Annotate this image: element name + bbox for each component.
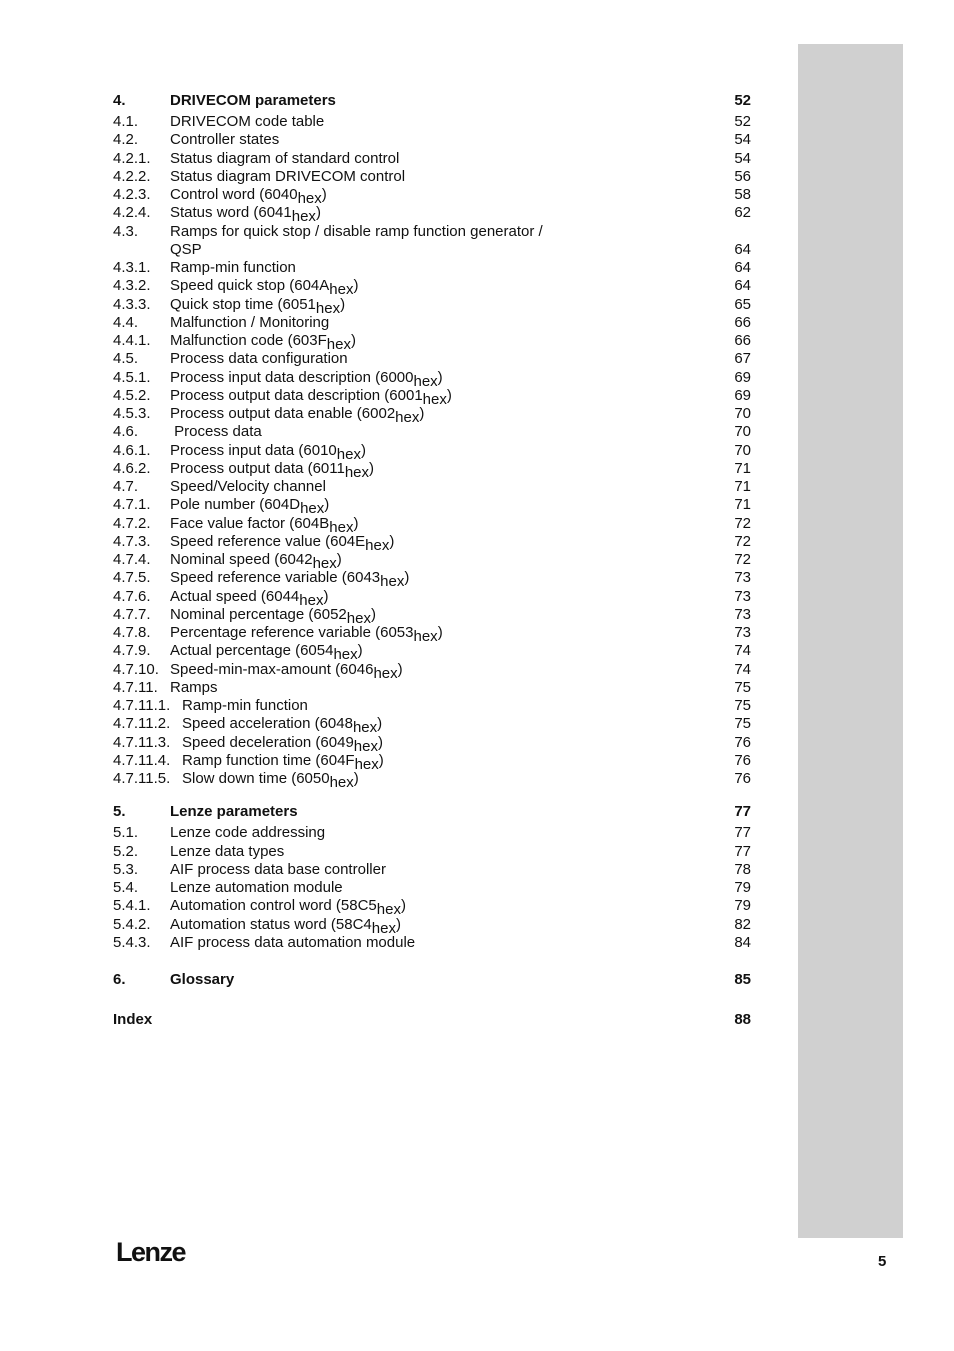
toc-entry-page: 58 (734, 186, 751, 203)
toc-entry[interactable] (113, 423, 751, 441)
toc-entry[interactable] (113, 551, 751, 572)
toc-entry-page: 69 (734, 368, 751, 386)
toc-entry-number: 4.7.11. (113, 678, 158, 696)
toc-entry[interactable] (113, 879, 751, 897)
toc-entry-title (170, 478, 711, 496)
toc-entry[interactable] (113, 751, 751, 773)
toc-entry-title-tail: ) (353, 770, 359, 787)
toc-entry-title-tail: ) (350, 332, 356, 349)
side-tab-bar (798, 44, 903, 1238)
toc-entry[interactable] (113, 113, 751, 131)
toc-entry-title (170, 551, 711, 572)
toc-entry-hex-subscript: hex (291, 208, 316, 226)
toc-entry-title-text: DRIVECOM code table (170, 113, 325, 130)
toc-entry[interactable] (113, 861, 751, 879)
toc-entry[interactable] (113, 697, 751, 715)
toc-entry[interactable] (113, 532, 751, 554)
toc-entry-title-text: QSP (170, 240, 202, 258)
toc-entry-title (170, 350, 711, 368)
toc-entry-number: 4.7.9. (113, 642, 151, 660)
toc-entry-number: 4.6.2. (113, 459, 151, 477)
toc-entry-page: 71 (734, 496, 751, 514)
toc-entry[interactable] (113, 802, 751, 824)
toc-entry-page: 75 (734, 715, 751, 733)
toc-entry-title-text: DRIVECOM parameters (170, 92, 336, 109)
toc-entry-hex-subscript: hex (336, 445, 361, 463)
toc-entry[interactable] (113, 605, 751, 627)
toc-entry[interactable] (113, 733, 751, 755)
toc-entry[interactable] (113, 131, 751, 149)
toc-entry-number: 4.3.3. (113, 295, 151, 313)
toc-entry-title-tail: ) (397, 660, 403, 678)
toc-entry-title (170, 496, 711, 518)
toc-entry-title (170, 642, 711, 664)
toc-entry-number: Index (113, 1011, 153, 1028)
toc-entry-title (182, 733, 711, 755)
toc-entry[interactable] (113, 587, 751, 609)
toc-entry-number: 5.1. (113, 824, 139, 842)
toc-entry-title (170, 802, 711, 822)
toc-entry-hex-subscript: hex (299, 591, 324, 609)
toc-entry-hex-subscript: hex (329, 281, 354, 299)
toc-entry-title-text: Speed reference variable (6043 (170, 569, 381, 587)
toc-entry-title-text: Ramp-min function (170, 259, 296, 276)
toc-entry-title-text: Pole number (604D (170, 496, 301, 514)
toc-entry-page: 73 (734, 569, 751, 587)
toc-entry-hex-subscript: hex (352, 719, 378, 737)
toc-entry-number: 4.5.2. (113, 386, 151, 404)
toc-entry-title (170, 423, 711, 441)
toc-entry-number: 4.7. (113, 478, 139, 495)
toc-entry-number: 5.4. (113, 879, 139, 896)
toc-entry-number: 4.7.8. (113, 624, 151, 641)
toc-entry-title-tail: ) (377, 715, 383, 733)
toc-entry-title-tail: ) (340, 295, 346, 313)
toc-entry[interactable] (113, 277, 751, 299)
toc-entry-number: 4.7.6. (113, 587, 151, 605)
toc-entry-page: 76 (734, 751, 751, 769)
toc-entry[interactable] (113, 459, 751, 481)
toc-entry-page: 88 (734, 1011, 751, 1028)
toc-entry-hex-subscript: hex (354, 755, 379, 773)
toc-entry-hex-subscript: hex (344, 463, 370, 481)
toc-entry-page: 54 (734, 149, 751, 167)
toc-entry-title-text: Slow down time (6050 (182, 770, 330, 787)
toc-entry-number: 4.7.5. (113, 569, 151, 587)
toc-entry-hex-subscript: hex (395, 409, 420, 426)
toc-entry[interactable] (113, 259, 751, 277)
toc-entry-title-text: Process input data (6010 (170, 441, 337, 459)
toc-entry-page: 75 (734, 697, 751, 714)
toc-entry-hex-subscript: hex (353, 737, 378, 755)
toc-entry-number: 4.7.7. (113, 605, 151, 623)
toc-entry-hex-subscript: hex (373, 664, 398, 682)
toc-entry-page: 75 (734, 678, 751, 696)
toc-entry-page: 79 (734, 879, 751, 896)
toc-entry-title (170, 624, 711, 645)
toc-entry-title (170, 897, 711, 919)
toc-entry-title-text: Ramp function time (604F (182, 751, 355, 769)
toc-entry-title-text: Speed quick stop (604A (170, 277, 330, 295)
toc-entry-page: 70 (734, 441, 751, 459)
toc-entry-page: 56 (734, 167, 751, 185)
toc-entry[interactable] (113, 715, 751, 737)
toc-entry[interactable] (113, 514, 751, 536)
toc-entry-number: 4.6.1. (113, 441, 151, 459)
toc-entry-title-tail: ) (377, 733, 383, 751)
toc-entry-title-text: Ramps (170, 678, 218, 696)
toc-entry-title (170, 569, 711, 591)
toc-entry-page: 52 (734, 113, 751, 130)
toc-entry-page: 62 (734, 204, 751, 222)
toc-entry-page: 52 (734, 92, 751, 109)
toc-entry-title-text: Process input data description (6000 (170, 368, 414, 386)
toc-entry-number: 4.3.2. (113, 277, 151, 295)
toc-entry-title (182, 697, 711, 715)
toc-entry-title (182, 770, 711, 791)
toc-entry-number: 4.5. (113, 350, 139, 368)
toc-entry-title (170, 259, 711, 277)
toc-entry-page: 82 (734, 915, 751, 933)
toc-entry-title-text: Speed deceleration (6049 (182, 733, 354, 751)
toc-entry-title-text: Automation status word (58C4 (170, 915, 372, 933)
toc-entry[interactable] (113, 91, 751, 113)
toc-entry-title (170, 934, 711, 952)
toc-entry-title-tail: ) (336, 551, 342, 568)
toc-entry[interactable] (113, 496, 751, 518)
toc-entry-number: 6. (113, 971, 126, 988)
toc-entry-title-text: Speed acceleration (6048 (182, 715, 353, 733)
toc-entry-title-text: Process data configuration (170, 350, 348, 368)
toc-entry-title-text: Nominal percentage (6052 (170, 605, 347, 623)
toc-entry-title-text: Quick stop time (6051 (170, 295, 316, 313)
toc-entry-page: 84 (734, 933, 751, 951)
toc-entry-number: 4.5.1. (113, 368, 151, 386)
toc-entry-number: 5.2. (113, 842, 139, 860)
toc-entry[interactable] (113, 150, 751, 168)
toc-entry-hex-subscript: hex (329, 518, 354, 536)
toc-entry[interactable] (113, 314, 751, 332)
toc-entry-number: 4.7.2. (113, 514, 151, 532)
toc-entry-number: 4.7.4. (113, 551, 151, 568)
toc-entry-page: 67 (734, 350, 751, 368)
toc-entry-title (170, 970, 711, 990)
toc-entry-title (170, 150, 711, 168)
toc-entry[interactable] (113, 843, 751, 861)
toc-entry-number: 4.3.1. (113, 259, 151, 276)
toc-entry-title-text: Percentage reference variable (6053 (170, 624, 414, 641)
toc-entry-title-text: Actual speed (6044 (170, 587, 300, 605)
toc-entry-page: 65 (734, 295, 751, 313)
toc-entry-title-tail: ) (321, 186, 327, 203)
toc-entry-title-text: Status diagram DRIVECOM control (170, 167, 406, 185)
toc-entry-page: 77 (734, 842, 751, 860)
toc-entry-page: 73 (734, 605, 751, 623)
toc-entry-title-tail: ) (437, 368, 443, 386)
toc-entry-page: 54 (734, 131, 751, 149)
toc-entry-title (170, 368, 711, 390)
toc-entry-page: 79 (734, 897, 751, 915)
toc-entry-title-tail: ) (389, 532, 395, 550)
toc-entry[interactable] (113, 770, 751, 791)
toc-entry-page: 72 (734, 532, 751, 550)
toc-entry-title (170, 113, 711, 131)
toc-entry[interactable] (113, 441, 751, 463)
toc-entry-title-text: Lenze code addressing (170, 824, 326, 842)
toc-entry-page: 70 (734, 423, 751, 441)
toc-entry-title-tail: ) (400, 897, 406, 915)
toc-entry-title-text: Process output data (6011 (170, 459, 345, 477)
toc-entry-title (170, 879, 711, 897)
toc-entry-title-tail: ) (369, 459, 375, 477)
toc-entry-title-text: Nominal speed (6042 (170, 551, 313, 568)
toc-entry-title (170, 861, 711, 879)
toc-entry-page: 71 (734, 478, 751, 495)
toc-entry[interactable] (113, 332, 751, 353)
toc-entry-number: 4.2.2. (113, 167, 151, 185)
toc-entry-title (170, 386, 711, 408)
toc-entry-page: 64 (734, 240, 751, 258)
toc-entry-title-text: Malfunction code (603F (170, 332, 327, 349)
toc-entry-title-text: Actual percentage (6054 (170, 642, 334, 660)
toc-entry-title (182, 715, 711, 737)
toc-entry-number: 4.3. (113, 222, 139, 240)
toc-entry-title (170, 660, 711, 682)
toc-entry-title-tail: ) (370, 605, 376, 623)
toc-entry-title-tail: ) (360, 441, 366, 459)
toc-entry[interactable] (113, 970, 751, 992)
toc-entry[interactable] (113, 824, 751, 842)
toc-entry-title (170, 514, 711, 536)
toc-entry-title-text: Glossary (170, 971, 235, 988)
toc-entry[interactable] (113, 186, 751, 207)
toc-entry-title-tail: ) (378, 751, 384, 769)
toc-entry-number: 4.7.11.5. (113, 770, 171, 787)
toc-entry-title-text: Control word (6040 (170, 186, 298, 203)
lenze-logo: Lenze (116, 1237, 186, 1267)
toc-entry-page: 73 (734, 624, 751, 641)
toc-entry-page: 73 (734, 587, 751, 605)
toc-entry-title (170, 314, 711, 332)
toc-entry-title-tail: ) (353, 514, 359, 532)
toc-entry-title (170, 824, 711, 842)
toc-entry-title-text: Lenze parameters (170, 803, 298, 821)
toc-entry[interactable] (113, 934, 751, 952)
toc-entry[interactable] (113, 350, 751, 368)
toc-entry[interactable] (113, 679, 751, 697)
toc-entry[interactable] (113, 915, 751, 937)
toc-entry-hex-subscript: hex (329, 774, 354, 791)
toc-entry-page: 72 (734, 551, 751, 568)
toc-entry-title (170, 587, 711, 609)
toc-entry-hex-subscript: hex (413, 628, 438, 645)
toc-entry[interactable] (113, 223, 751, 241)
toc-entry-title (170, 843, 711, 861)
toc-entry-title-text: Lenze automation module (170, 879, 343, 896)
toc-entry-title-tail: ) (323, 587, 329, 605)
toc-entry-page: 66 (734, 332, 751, 349)
toc-entry[interactable] (113, 368, 751, 390)
toc-entry-title-text: Process output data description (6001 (170, 386, 423, 404)
toc-entry-title-text: Speed/Velocity channel (170, 478, 326, 495)
toc-entry[interactable] (113, 642, 751, 664)
toc-entry-number: 4.1. (113, 113, 139, 130)
toc-entry-number: 4.2.4. (113, 204, 151, 222)
toc-entry-title (170, 332, 711, 353)
toc-entry-page: 76 (734, 770, 751, 787)
toc-entry-title-text: Speed-min-max-amount (6046 (170, 660, 374, 678)
page-number: 5 (878, 1253, 887, 1270)
toc-entry[interactable] (113, 1010, 751, 1032)
toc-entry-page: 64 (734, 259, 751, 276)
toc-entry-title (170, 204, 711, 226)
toc-entry-hex-subscript: hex (346, 609, 371, 627)
toc-entry-number: 4.7.1. (113, 496, 151, 514)
toc-entry-number: 4.7.11.4. (113, 751, 171, 769)
toc-entry[interactable] (113, 405, 751, 426)
toc-entry-page: 85 (734, 971, 751, 988)
toc-entry[interactable] (113, 624, 751, 645)
toc-entry-number: 4. (113, 92, 126, 109)
toc-entry-number: 4.4.1. (113, 332, 151, 349)
toc-entry-title (170, 131, 711, 149)
toc-entry-page: 77 (734, 824, 751, 842)
toc-entry-title-text: Status word (6041 (170, 204, 292, 222)
toc-entry-title (170, 532, 711, 554)
toc-entry-title-tail: ) (353, 277, 359, 295)
toc-entry-hex-subscript: hex (365, 536, 390, 554)
toc-entry-title (170, 295, 711, 317)
toc-entry-hex-subscript: hex (300, 500, 325, 518)
toc-entry-page: 71 (734, 459, 751, 477)
toc-entry-number: 4.2.1. (113, 149, 151, 167)
toc-entry-page: 69 (734, 386, 751, 404)
toc-entry-page: 76 (734, 733, 751, 751)
toc-entry-hex-subscript: hex (413, 372, 438, 390)
toc-entry-title (170, 605, 711, 627)
toc-entry-title-tail: ) (357, 642, 363, 660)
toc-entry[interactable] (113, 386, 751, 408)
toc-entry-title (170, 679, 711, 697)
toc-entry-hex-subscript: hex (312, 555, 337, 572)
toc-entry-title-text: Speed reference value (604E (170, 532, 366, 550)
toc-entry-number: 5. (113, 803, 126, 821)
toc-entry-title (170, 223, 711, 241)
toc-entry-title (170, 405, 711, 426)
toc-entry-title-text: Process output data enable (6002 (170, 405, 396, 422)
toc-entry-number: 4.2. (113, 131, 139, 149)
toc-entry-number: 4.7.11.3. (113, 733, 171, 751)
toc-entry-title-tail: ) (324, 496, 330, 514)
toc-entry-number: 5.4.2. (113, 915, 151, 933)
toc-entry-title-text: Malfunction / Monitoring (170, 313, 330, 331)
toc-entry-number: 4.2.3. (113, 186, 151, 203)
toc-entry[interactable] (113, 569, 751, 591)
toc-entry-title-text: Controller states (170, 131, 280, 149)
toc-entry-title-tail: ) (437, 624, 443, 641)
toc-entry-hex-subscript: hex (380, 573, 405, 591)
toc-entry[interactable] (113, 295, 751, 317)
toc-entry-title-text: AIF process data automation module (170, 933, 416, 951)
toc-entry-title (170, 91, 711, 111)
toc-entry-hex-subscript: hex (297, 190, 322, 207)
toc-entry-title-text: Automation control word (58C5 (170, 897, 377, 915)
toc-entry-title (170, 277, 711, 299)
toc-entry-hex-subscript: hex (371, 919, 396, 937)
toc-entry-title (170, 441, 711, 463)
toc-entry-title-tail: ) (315, 204, 321, 222)
toc-entry-number: 5.4.1. (113, 897, 151, 915)
toc-entry-hex-subscript: hex (422, 390, 447, 408)
toc-entry-number: 4.7.10. (113, 660, 159, 678)
toc-entry-page: 72 (734, 514, 751, 532)
toc-entry[interactable] (113, 241, 751, 259)
toc-entry-hex-subscript: hex (326, 336, 351, 353)
toc-entry-hex-subscript: hex (315, 299, 341, 317)
toc-entry-title-text: Status diagram of standard control (170, 149, 400, 167)
toc-entry-title-tail: ) (395, 915, 401, 933)
toc-entry-number: 4.5.3. (113, 405, 151, 422)
table-of-contents (113, 91, 751, 1032)
toc-entry-page: 66 (734, 313, 751, 331)
toc-entry-title-text: Face value factor (604B (170, 514, 330, 532)
toc-entry-page: 70 (734, 405, 751, 422)
toc-entry-number: 5.4.3. (113, 933, 151, 951)
toc-entry-title (182, 751, 711, 773)
toc-entry[interactable] (113, 660, 751, 682)
toc-entry-title-text: Ramps for quick stop / disable ramp function generator / (170, 222, 543, 240)
toc-entry-title (170, 186, 711, 207)
toc-entry-title (170, 241, 711, 259)
toc-entry-number: 4.7.11.1. (113, 697, 171, 714)
toc-entry-hex-subscript: hex (376, 901, 401, 919)
toc-entry-page: 78 (734, 860, 751, 878)
toc-entry-title-tail: ) (446, 386, 452, 404)
toc-entry[interactable] (113, 897, 751, 919)
toc-entry-title (170, 459, 711, 481)
toc-entry-page: 74 (734, 642, 751, 660)
toc-entry-page: 77 (734, 803, 751, 821)
toc-entry-number: 5.3. (113, 860, 139, 878)
toc-entry-title-text: Ramp-min function (182, 697, 308, 714)
toc-entry-number: 4.7.11.2. (113, 715, 171, 733)
toc-entry-title-text: AIF process data base controller (170, 860, 386, 878)
toc-entry-title-text: Process data (170, 423, 262, 441)
toc-entry-number: 4.4. (113, 313, 139, 331)
toc-entry-number: 4.7.3. (113, 532, 151, 550)
toc-entry[interactable] (113, 478, 751, 496)
toc-entry-page: 74 (734, 660, 751, 678)
toc-entry[interactable] (113, 168, 751, 186)
toc-entry-hex-subscript: hex (333, 646, 358, 664)
toc-entry-page: 64 (734, 277, 751, 295)
toc-entry-title-tail: ) (404, 569, 410, 587)
toc-entry-title-tail: ) (419, 405, 425, 422)
toc-entry[interactable] (113, 204, 751, 226)
toc-entry-title (170, 168, 711, 186)
toc-entry-title (170, 915, 711, 937)
toc-entry-title-text: Lenze data types (170, 842, 285, 860)
toc-entry-number: 4.6. (113, 423, 139, 441)
